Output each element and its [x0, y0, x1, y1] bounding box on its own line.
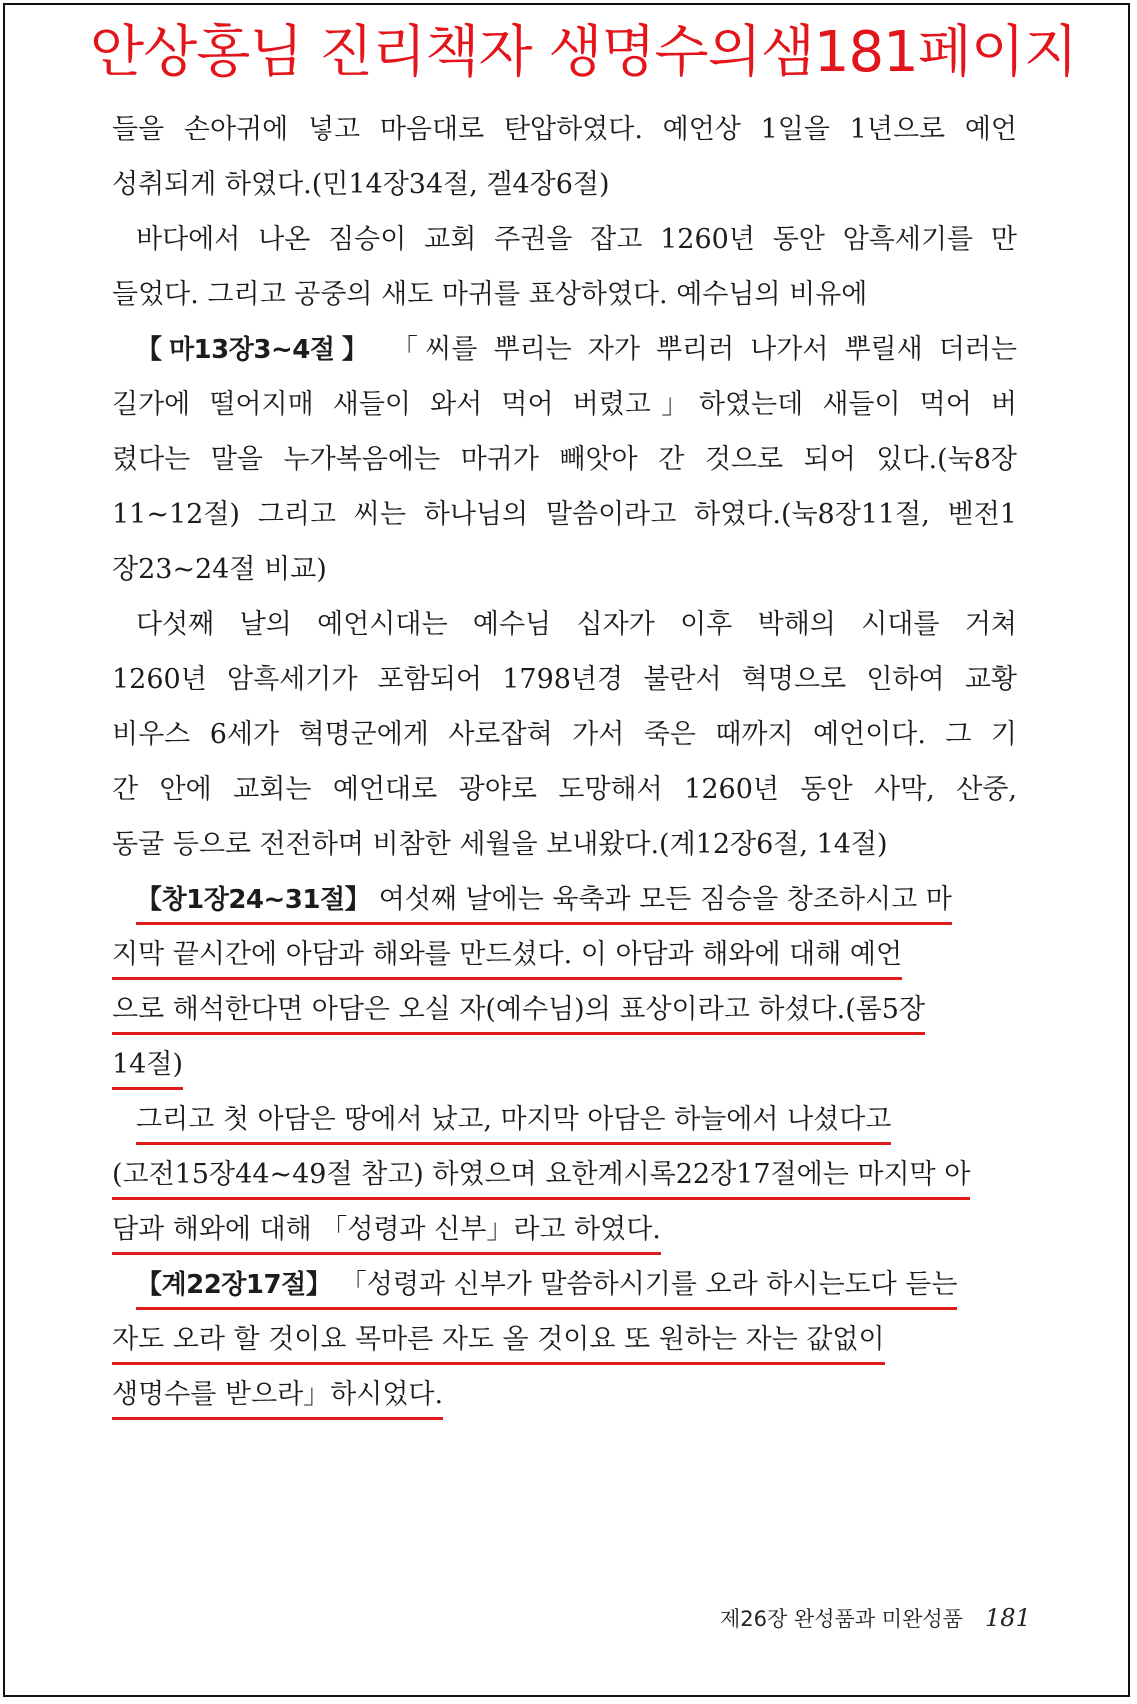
text-line: 들었다. 그리고 공중의 새도 마귀를 표상하였다. 예수님의 비유에	[112, 279, 868, 310]
underlined-line	[112, 1320, 1017, 1365]
underlined-line	[136, 880, 1017, 925]
red-underline: 그리고 첫 아담은 땅에서 났고, 마지막 아담은 하늘에서 나셨다고	[136, 1100, 891, 1145]
text-line: 렸다는 말을 누가복음에는 마귀가 빼앗아 간 것으로 되어 있다.(눅8장	[112, 444, 1017, 475]
scripture-reference: 【마13장3~4절】	[136, 335, 375, 365]
page-footer	[720, 1603, 1031, 1633]
text-line: 길가에 떨어지매 새들이 와서 먹어 버렸고」하였는데 새들이 먹어 버	[112, 389, 1017, 420]
underlined-line	[136, 1100, 1017, 1145]
text-line: 비우스 6세가 혁명군에게 사로잡혀 가서 죽은 때까지 예언이다. 그 기	[112, 719, 1017, 750]
chapter-title: 제26장 완성품과 미완성품	[720, 1607, 963, 1631]
scripture-reference: 【창1장24~31절】	[136, 885, 371, 915]
red-underline: 【창1장24~31절】 여섯째 날에는 육축과 모든 짐승을 창조하시고 마	[136, 880, 952, 925]
text-line: 성취되게 하였다.(민14장34절, 겔4장6절)	[112, 169, 610, 200]
underlined-line	[136, 1265, 1017, 1310]
text-line: 장23~24절 비교)	[112, 554, 327, 585]
text-line: 11~12절) 그리고 씨는 하나님의 말씀이라고 하였다.(눅8장11절, 벧전1	[112, 499, 1017, 530]
verse-text: 「씨를 뿌리는 자가 뿌리러 나가서 뿌릴새 더러는	[390, 334, 1017, 365]
text-line: 1260년 암흑세기가 포함되어 1798년경 불란서 혁명으로 인하여 교황	[112, 664, 1017, 695]
page-number: 181	[984, 1604, 1031, 1632]
text-line: 들을 손아귀에 넣고 마음대로 탄압하였다. 예언상 1일을 1년으로 예언	[112, 114, 1017, 145]
underlined-line	[112, 1155, 1017, 1200]
red-underline: 【계22장17절】 「성령과 신부가 말씀하시기를 오라 하시는도다 듣는	[136, 1265, 957, 1310]
underlined-line	[112, 935, 1017, 980]
scripture-reference: 【계22장17절】	[136, 1270, 332, 1300]
red-underline: 자도 오라 할 것이요 목마른 자도 올 것이요 또 원하는 자는 값없이	[112, 1320, 885, 1365]
red-underline: 담과 해와에 대해 「성령과 신부」라고 하였다.	[112, 1210, 661, 1255]
text-line: 간 안에 교회는 예언대로 광야로 도망해서 1260년 동안 사막, 산중,	[112, 774, 1017, 805]
underlined-line	[112, 1045, 1017, 1090]
underlined-line	[112, 1375, 1017, 1420]
verse-reference-line	[136, 330, 1017, 370]
text-line: 바다에서 나온 짐승이 교회 주권을 잡고 1260년 동안 암흑세기를 만	[136, 224, 1017, 255]
red-underline: 지막 끝시간에 아담과 해와를 만드셨다. 이 아담과 해와에 대해 예언	[112, 935, 902, 980]
page-banner-title: 안상홍님 진리책자 생명수의샘181페이지	[90, 20, 1078, 85]
red-underline: 으로 해석한다면 아담은 오실 자(예수님)의 표상이라고 하셨다.(롬5장	[112, 990, 925, 1035]
text-line: 동굴 등으로 전전하며 비참한 세월을 보내왔다.(계12장6절, 14절)	[112, 829, 888, 860]
red-underline: (고전15장44~49절 참고) 하였으며 요한계시록22장17절에는 마지막 아	[112, 1155, 970, 1200]
underlined-line	[112, 990, 1017, 1035]
red-underline: 14절)	[112, 1045, 183, 1090]
text-line: 다섯째 날의 예언시대는 예수님 십자가 이후 박해의 시대를 거쳐	[136, 609, 1017, 640]
underlined-line	[112, 1210, 1017, 1255]
red-underline: 생명수를 받으라」하시었다.	[112, 1375, 443, 1420]
